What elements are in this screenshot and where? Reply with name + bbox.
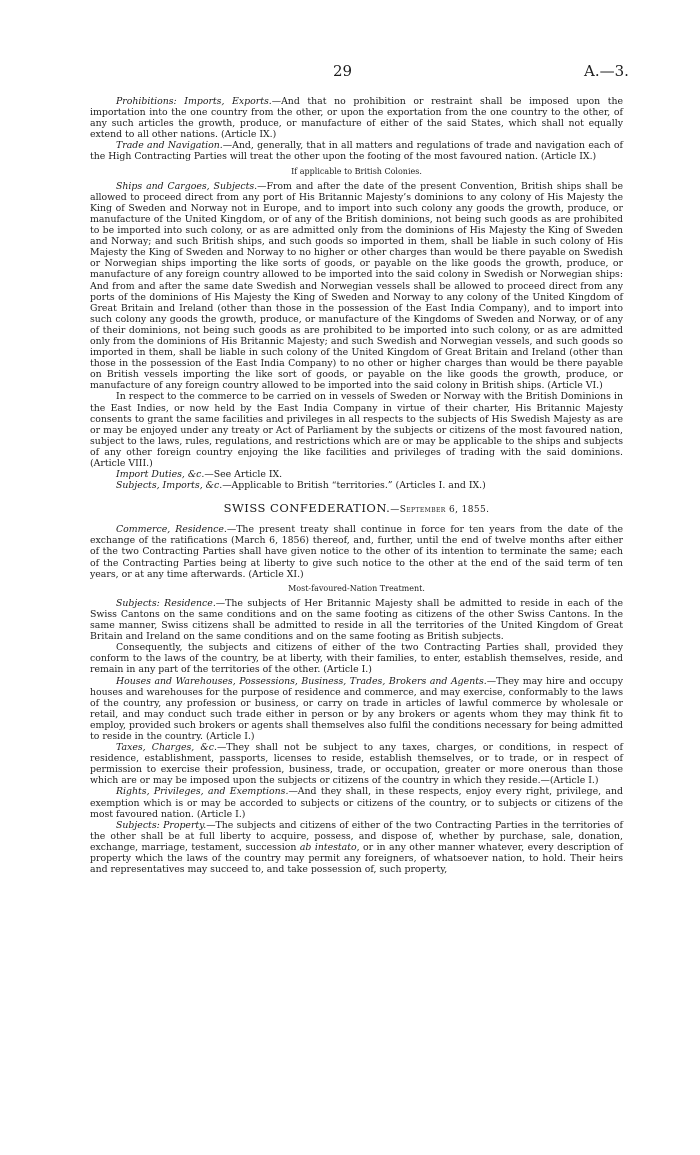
- paragraph-trade-navigation: [90, 140, 623, 162]
- paragraph-rights-privileges: [90, 786, 623, 819]
- paragraph-text: —And that no prohibition or restraint shall be imposed upon the importation into the one country from the other, or upon the exportation from the one country to the other, of any such articles the growth, produce, or manufacture of either of the said States, which shall not equally extend to all other nations. (Article IX.): [90, 96, 624, 141]
- paragraph-consequently: Consequently, the subjects and citizens of either of the two Contracting Parties shall, provided they conform to the laws of the country, be at liberty, with their families, to enter, establish themselves, reside, and remain in any part of the territories of the other. (Article I.): [90, 642, 623, 676]
- section-title: SWISS CONFEDERATION.: [223, 501, 391, 516]
- paragraph-subjects-residence: [90, 598, 623, 642]
- document-reference: A.—3.: [584, 62, 629, 80]
- paragraph-text: —The subjects and citizens of either of the two Contracting Parties in the territories of the other shall be at full liberty to acquire, possess, and dispose of, whether by purchase, sale, donation, exchange, marriage, testament, succession: [90, 819, 623, 853]
- paragraph-text: —Applicable to British “territories.” (Articles I. and IX.): [222, 480, 486, 492]
- paragraph-text: , or in any other manner whatever, every description of property which the laws of the country may permit any foreigners, of whatsoever nation, to hold. Their heirs and representatives may succeed to, and take possession of, such property,: [90, 841, 623, 876]
- paragraph-text: —See Article IX.: [204, 469, 283, 481]
- paragraph-text: —From and after the date of the present Convention, British ships shall be allowed to proceed direct from any port of His Britannic Majesty’s dominions to any colony of His Majesty the King of Sweden and Norway not in Europe, and to import into such colony any goods the growth, produce, or manufacture of the United Kingdom, or of any of the British dominions, not being such goods as are prohibited to be imported into such colony, or as are admitted only from the dominions of His Majesty the King of Sweden and Norway; and such British ships, and such goods so imported in them, shall be liable in such colony of His Majesty the King of Sweden and Norway to no higher or other charges than would be there payable on Swedish or Norwegian ships importing the like sorts of goods, or payable on the like goods the growth, produce, or manufacture of any foreign country allowed to be imported into the said colony in Swedish or Norwegian ships: And from and after the same date Swedish and Norwegian vessels shall be allowed to proceed direct from any ports of the dominions of His Majesty the King of Sweden and Norway to any colony of the United Kingdom of Great Britain and Ireland (other than those in the possession of the East India Company), and to import into such colony any goods the growth, produce, or manufacture of the Kingdoms of Sweden and Norway, or of any of their dominions, not being such goods as are prohibited to be imported into such colony, or as are admitted only from the dominions of His Britannic Majesty; and such Swedish and Norwegian vessels, and such goods so imported in them, shall be liable in such colony of the United Kingdom of Great Britain and Ireland (other than those in the possession of the East India Company) to no other or higher charges than would be there payable on British vessels importing the like sort of goods, or payable on the like goods the growth, produce, or manufacture of any foreign country allowed to be imported into the said colony in British ships. (Article VI.): [90, 180, 623, 392]
- paragraph-subjects-imports: [90, 480, 623, 491]
- paragraph-text: —The present treaty shall continue in force for ten years from the date of the exchange of the ratifications (March 6, 1856) thereof, and, further, until the end of twelve months after either of the two Contracting Parties shall have given notice to the other of its intention to terminate the same; each of the Contracting Parties being at liberty to give such notice to the other at the end of the said term of ten years, or at any time afterwards. (Article XI.): [90, 524, 623, 580]
- paragraph-text: —And, generally, that in all matters and regulations of trade and navigation each of the High Contracting Parties will treat the other upon the footing of the most favoured nation. (Article IX.): [90, 140, 624, 163]
- marginal-heading: Subjects: Residence.: [116, 597, 216, 609]
- paragraph-text: —The subjects of Her Britannic Majesty shall be admitted to reside in each of the Swiss Cantons on the same conditions and on the same footing as citizens of the other Swiss Cantons. In the same manner, Swiss citizens shall be admitted to reside in all the territories of the United Kingdom of Great Britain and Ireland on the same conditions and on the same footing as British subjects.: [90, 597, 623, 643]
- paragraph-houses-warehouses: [90, 676, 623, 743]
- marginal-heading: Commerce, Residence.: [116, 524, 227, 536]
- paragraph-subjects-property: [90, 820, 623, 875]
- paragraph-import-duties: [90, 469, 623, 480]
- latin-phrase: ab intestato: [299, 841, 357, 853]
- paragraph-commerce-residence: [90, 524, 623, 579]
- subheading-most-favoured: Most-favoured-Nation Treatment.: [288, 583, 425, 593]
- marginal-heading: Taxes, Charges, &c.: [116, 742, 217, 754]
- section-heading-swiss: [90, 501, 623, 517]
- paragraph-text: —They may hire and occupy houses and warehouses for the purpose of residence and commerce, and may exercise, conformably to the laws of the country, any profession or business, or carry on trade in articles of lawful commerce by wholesale or retail, and may conduct such trade either in person or by any brokers or agents whom they may think fit to employ, provided such brokers or agents shall themselves also fulfil the conditions necessary for being admitted to reside in the country. (Article I.): [90, 675, 624, 742]
- paragraph-text: —They shall not be subject to any taxes, charges, or conditions, in respect of residence, establishment, passports, licenses to reside, establish themselves, or to trade, or in respect of permission to exercise their profession, business, trade, or occupation, greater or more onerous than those which are or may be imposed upon the subjects or citizens of the country in which they reside.—(Article I.): [90, 742, 623, 787]
- page-number: 29: [333, 62, 353, 80]
- paragraph-ships-cargoes: [90, 181, 623, 392]
- marginal-heading: Prohibitions: Imports, Exports.: [116, 96, 272, 107]
- paragraph-text: —And they shall, in these respects, enjoy every right, privilege, and exemption which is or may be accorded to subjects or citizens of the country, or to subjects or citizens of the most favoured nation. (Article I.): [90, 786, 623, 820]
- marginal-heading: Houses and Warehouses, Possessions, Business, Trades, Brokers and Agents.: [116, 675, 487, 687]
- marginal-heading: Trade and Navigation.: [116, 140, 223, 152]
- page-body: [90, 96, 623, 875]
- marginal-heading: Import Duties, &c.: [116, 469, 205, 481]
- marginal-heading: Rights, Privileges, and Exemptions.: [116, 786, 289, 798]
- paragraph-prohibitions: [90, 96, 623, 140]
- marginal-heading: Subjects, Imports, &c.: [116, 480, 223, 492]
- paragraph-taxes-charges: [90, 742, 623, 786]
- paragraph-east-indies: In respect to the commerce to be carried on in vessels of Sweden or Norway with the British Dominions in the East Indies, or now held by the East India Company in virtue of their charter, His Britannic Majesty consents to grant the same facilities and privileges in all respects to the subjects of His Swedish Majesty as are or may be enjoyed under any treaty or Act of Parliament by the subjects or citizens of the most favoured nation, subject to the laws, rules, regulations, and restrictions which are or may be applicable to the ships and subjects of any other foreign country enjoying the like facilities and privileges of trading with the said dominions. (Article VIII.): [90, 391, 623, 469]
- marginal-heading: Ships and Cargoes, Subjects.: [116, 180, 258, 192]
- subheading-british-colonies: If applicable to British Colonies.: [291, 166, 422, 176]
- marginal-heading: Subjects: Property.: [116, 819, 207, 831]
- section-date: —September 6, 1855.: [390, 505, 490, 516]
